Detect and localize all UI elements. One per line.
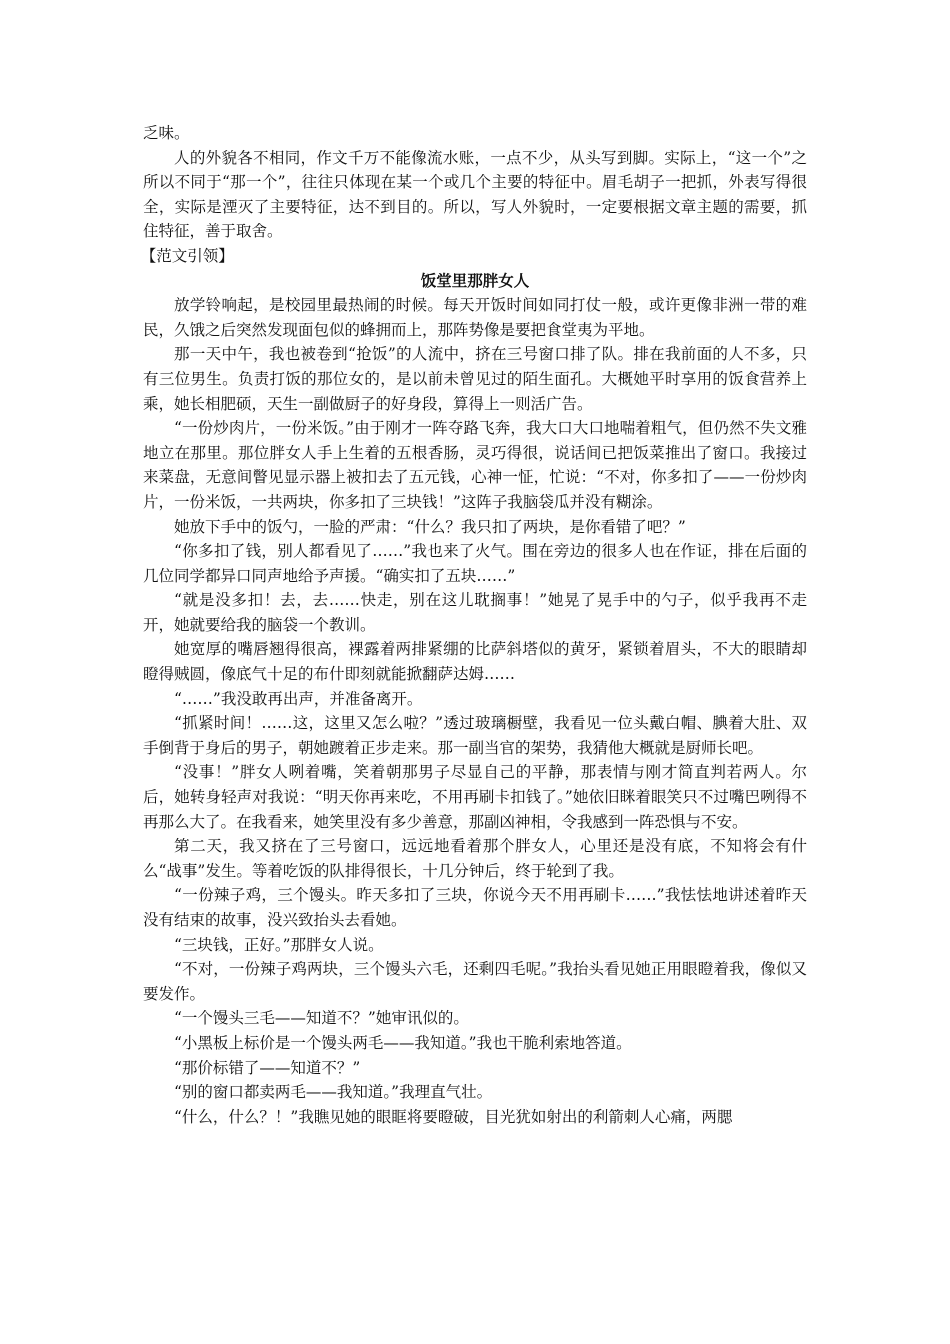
article-paragraph: 那一天中午，我也被卷到“抢饭”的人流中，挤在三号窗口排了队。排在我前面的人不多，只有三位男生。负责打饭的那位女的，是以前未曾见过的陌生面孔。大概她平时享用的饭食营养上乘，她长相肥硕，天生一副做厨子的好身段，算得上一则活广告。 — [143, 345, 807, 413]
article-paragraph: “就是没多扣！去，去……快走，别在这儿耽搁事！”她晃了晃手中的勺子，似乎我再不走开，她就要给我的脑袋一个教训。 — [143, 591, 807, 634]
article-paragraph: “你多扣了钱，别人都看见了……”我也来了火气。围在旁边的很多人也在作证，排在后面的几位同学都异口同声地给予声援。“确实扣了五块……” — [143, 542, 807, 585]
intro-continuation: 乏味。 — [143, 124, 190, 142]
article-paragraph: “抓紧时间！……这，这里又怎么啦？”透过玻璃橱壁，我看见一位头戴白帽、腆着大肚、双手倒背于身后的男子，朝她踱着正步走来。那一副当官的架势，我猜他大概就是厨师长吧。 — [143, 714, 807, 757]
section-label: 【范文引领】 — [140, 246, 234, 265]
article-paragraph: “什么，什么？！”我瞧见她的眼眶将要瞪破，目光犹如射出的利箭刺人心痛，两腮 — [174, 1107, 733, 1126]
article-paragraph: “小黑板上标价是一个馒头两毛——我知道。”我也干脆利索地答道。 — [174, 1033, 632, 1052]
article-paragraph: “三块钱，正好。”那胖女人说。 — [174, 935, 384, 954]
article-paragraph: 她宽厚的嘴唇翘得很高，裸露着两排紧绷的比萨斜塔似的黄牙，紧锁着眉头，不大的眼睛却瞪得贼圆，像底气十足的布什即刻就能掀翻萨达姆…… — [143, 640, 807, 684]
article-paragraph: 放学铃响起，是校园里最热闹的时候。每天开饭时间如同打仗一般，或许更像非洲一带的难民，久饿之后突然发现面包似的蜂拥而上，那阵势像是要把食堂夷为平地。 — [143, 296, 807, 339]
intro-paragraph: 人的外貌各不相同，作文千万不能像流水账，一点不少，从头写到脚。实际上，“这一个”之所以不同于“那一个”，往往只体现在某一个或几个主要的特征中。眉毛胡子一把抓，外表写得很全，实际是湮灭了主要特征，达不到目的。所以，写人外貌时，一定要根据文章主题的需要，抓住特征，善于取舍。 — [143, 148, 807, 241]
article-paragraph: “没事！”胖女人咧着嘴，笑着朝那男子尽显自己的平静，那表情与刚才简直判若两人。尔后，她转身轻声对我说：“明天你再来吃，不用再刷卡扣钱了。”她依旧眯着眼笑只不过嘴巴咧得不再那么大了。在我看来，她笑里没有多少善意，那副凶神相，令我感到一阵恐惧与不安。 — [143, 763, 807, 831]
article-paragraph: “别的窗口都卖两毛——我知道。”我理直气壮。 — [174, 1083, 493, 1102]
article-paragraph: 她放下手中的饭勺，一脸的严肃：“什么？我只扣了两块，是你看错了吧？” — [174, 517, 686, 536]
article-title: 饭堂里那胖女人 — [420, 270, 530, 290]
article-paragraph: 第二天，我又挤在了三号窗口，远远地看着那个胖女人，心里还是没有底，不知将会有什么“战事”发生。等着吃饭的队排得很长，十几分钟后，终于轮到了我。 — [143, 837, 807, 880]
article-paragraph: “一份炒肉片，一份米饭。”由于刚才一阵夺路飞奔，我大口大口地喘着粗气，但仍然不失文雅地立在那里。那位胖女人手上生着的五根香肠，灵巧得很，说话间已把饭菜推出了窗口。我接过来菜盘，无意间瞥见显示器上被扣去了五元钱，心神一怔，忙说：“不对，你多扣了——一份炒肉片，一份米饭，一共两块，你多扣了三块钱！”这阵子我脑袋瓜并没有糊涂。 — [143, 419, 807, 511]
article-paragraph: “不对，一份辣子鸡两块，三个馒头六毛，还剩四毛呢。”我抬头看见她正用眼瞪着我，像似又要发作。 — [143, 960, 807, 1003]
article-paragraph: “……”我没敢再出声，并准备离开。 — [174, 689, 423, 708]
article-paragraph: “一份辣子鸡，三个馒头。昨天多扣了三块，你说今天不用再刷卡……”我怯怯地讲述着昨天没有结束的故事，没兴致抬头去看她。 — [143, 886, 807, 929]
document-body — [140, 121, 807, 1129]
article-paragraph: “一个馒头三毛——知道不？”她审讯似的。 — [174, 1009, 469, 1028]
article-paragraph: “那价标错了——知道不？” — [174, 1058, 361, 1077]
